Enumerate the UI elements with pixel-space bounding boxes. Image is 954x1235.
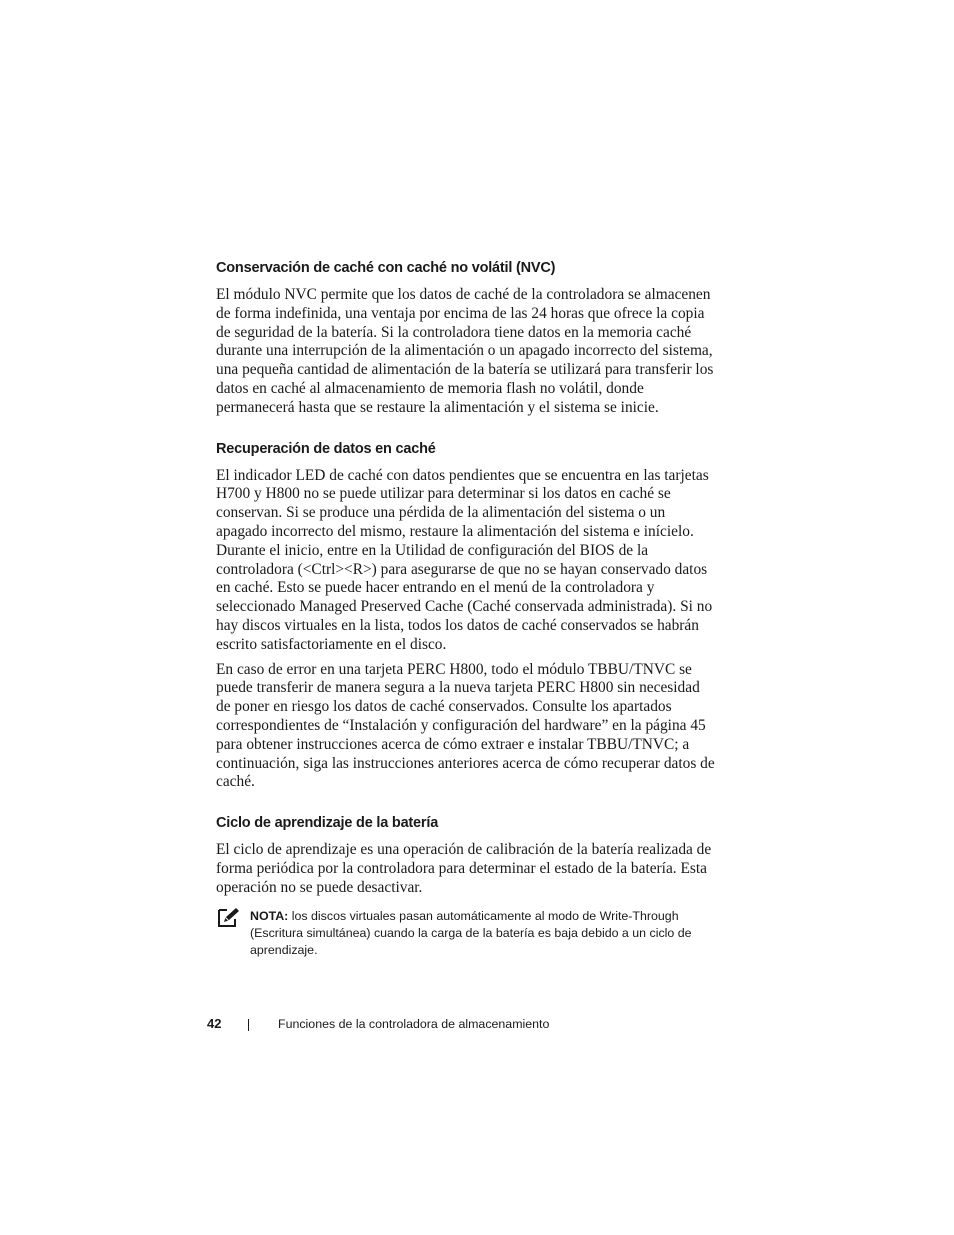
page-content	[216, 258, 716, 959]
section-heading: Recuperación de datos en caché	[216, 440, 436, 457]
footer-separator	[248, 1019, 249, 1031]
body-paragraph: El ciclo de aprendizaje es una operación de calibración de la batería realizada de forma periódica por la controladora para determinar el estado de la batería. Esta operación no se puede desactivar.	[216, 841, 712, 896]
body-paragraph: En caso de error en una tarjeta PERC H800, todo el módulo TBBU/TNVC se puede transferir de manera segura a la nueva tarjeta PERC H800 sin necesidad de poner en riesgo los datos de caché conservados. Consulte los apartados correspondientes de “Instalación y configuración del hardware” en la página 45 para obtener instrucciones acerca de cómo extraer e instalar TBBU/TNVC; a continuación, siga las instrucciones anteriores acerca de cómo recuperar datos de caché.	[216, 660, 715, 791]
section-nvc	[216, 258, 716, 418]
note-label: NOTA:	[250, 908, 289, 923]
section-cache-recovery	[216, 439, 716, 793]
footer-title: Funciones de la controladora de almacenamiento	[278, 1017, 550, 1031]
note-emphasis: Write-Through	[599, 908, 679, 923]
body-paragraph: El indicador LED de caché con datos pendientes que se encuentra en las tarjetas H700 y H800 no se puede utilizar para determinar si los datos en caché se conservan. Si se produce una pérdida de la alimentación del sistema o un apagado incorrecto del mismo, restaure la alimentación del sistema e inícielo. Durante el inicio, entre en la Utilidad de configuración del BIOS de la controladora (<Ctrl><R>) para asegurarse de que no se hayan conservado datos en caché. Esto se puede hacer entrando en el menú de la controladora y seleccionado Managed Preserved Cache (Caché conservada administrada). Si no hay discos virtuales en la lista, todos los datos de caché conservados se habrán escrito satisfactoriamente en el disco.	[216, 466, 713, 653]
note-text-continued: (Escritura simultánea) cuando la carga de la batería es baja debido a un ciclo de aprendizaje.	[250, 925, 692, 957]
note-pencil-icon	[218, 907, 240, 927]
note-text: los discos virtuales pasan automáticamente al modo de	[288, 908, 600, 923]
body-paragraph: El módulo NVC permite que los datos de caché de la controladora se almacenen de forma indefinida, una ventaja por encima de las 24 horas que ofrece la copia de seguridad de la batería. Si la controladora tiene datos en la memoria caché durante una interrupción de la alimentación o un apagado incorrecto del sistema, una pequeña cantidad de alimentación de la batería se utilizará para transferir los datos en caché al almacenamiento de memoria flash no volátil, donde permanecerá hasta que se restaure la alimentación y el sistema se inicie.	[216, 286, 714, 416]
page-number: 42	[207, 1016, 222, 1031]
section-heading: Ciclo de aprendizaje de la batería	[216, 815, 439, 832]
section-battery-learn-cycle	[216, 813, 716, 897]
note-callout	[216, 908, 716, 959]
section-heading: Conservación de caché con caché no volátil (NVC)	[216, 260, 556, 276]
